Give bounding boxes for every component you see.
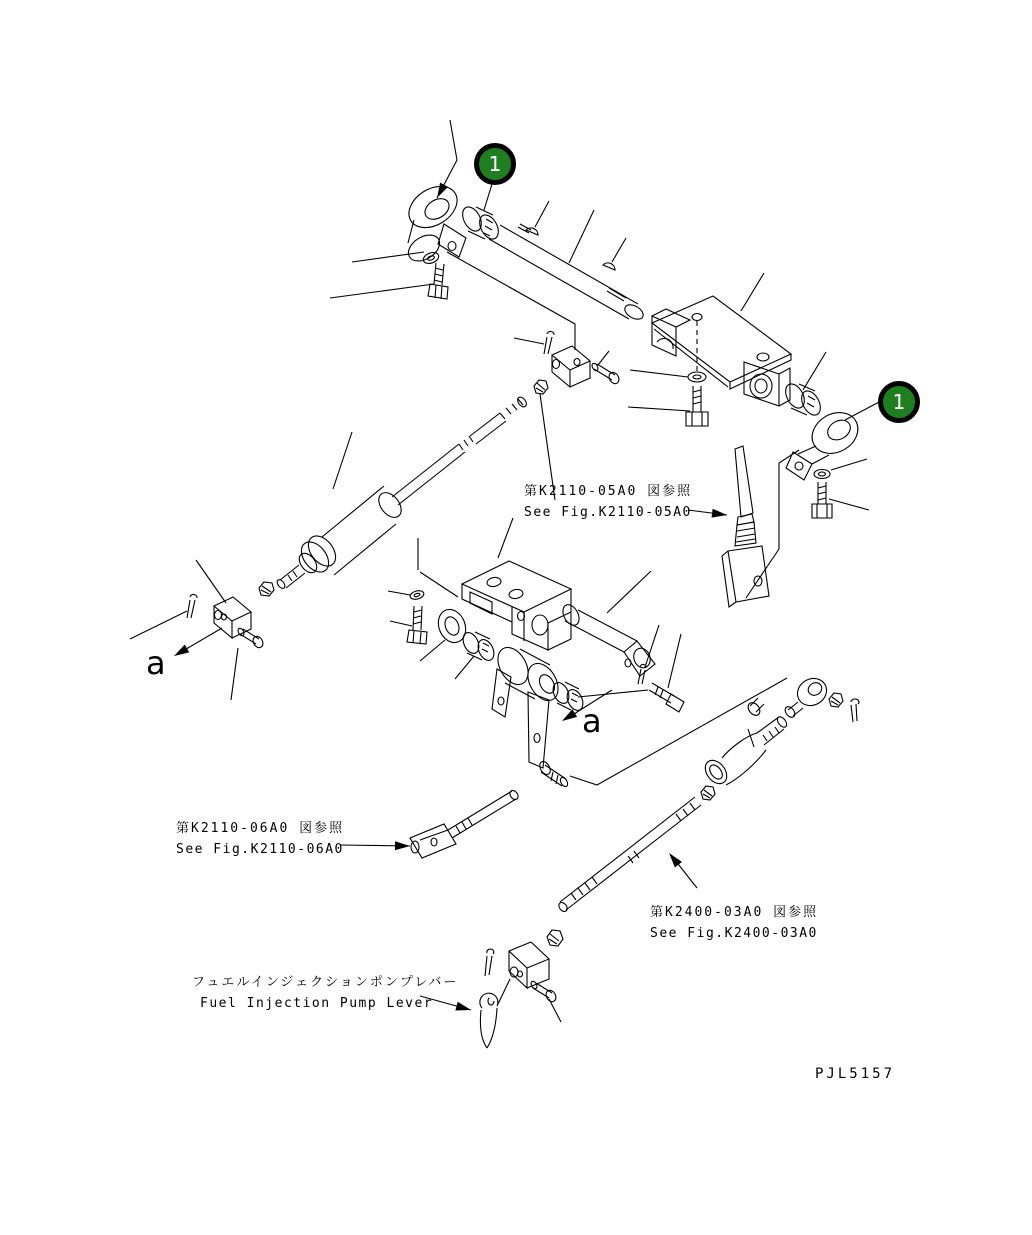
ref-label-en: See Fig.K2400-03A0 xyxy=(650,926,818,941)
clevis-pin-bottom xyxy=(530,980,558,1003)
clevis-pin-top xyxy=(591,362,621,385)
joint-block-left xyxy=(214,597,251,638)
governor-lever-05a0 xyxy=(722,446,769,607)
washer-center-left xyxy=(409,589,425,600)
fuel-pump-lever-label-en: Fuel Injection Pump Lever xyxy=(200,996,434,1011)
cotter-pin-top xyxy=(544,331,554,354)
view-arrow-label-a-left: a xyxy=(146,644,166,682)
nut-bottom xyxy=(547,930,563,946)
callout-balloon-1[interactable]: 1 xyxy=(474,143,516,185)
mounting-bracket-plate xyxy=(652,296,791,426)
ref-label-en: See Fig.K2110-05A0 xyxy=(524,505,692,520)
leader-lines xyxy=(130,120,881,1022)
arrowhead xyxy=(433,183,448,200)
ref-label-k2400-03a0 xyxy=(650,902,818,944)
nut-rod-lower xyxy=(701,786,715,800)
bushing-3 xyxy=(460,630,497,663)
fuel-pump-lever-hook xyxy=(480,993,498,1048)
bolt-4 xyxy=(649,683,684,712)
clevis-pin-left xyxy=(237,627,265,649)
arrowhead xyxy=(712,509,728,520)
bushing-1 xyxy=(459,204,502,242)
arrowhead xyxy=(560,709,577,725)
view-arrow-label-a-right: a xyxy=(582,702,602,740)
woodruff-key-1 xyxy=(526,228,538,235)
fuel-pump-lever-label xyxy=(192,972,458,1014)
cotter-pin-left xyxy=(187,594,197,618)
drawing-code: PJL5157 xyxy=(815,1066,896,1082)
joint-block-bottom xyxy=(509,942,549,988)
ref-label-k2110-05a0 xyxy=(524,481,692,523)
washer-large xyxy=(434,605,471,646)
pivot-lever-arm xyxy=(492,642,569,788)
ref-label-en: See Fig.K2110-06A0 xyxy=(176,842,344,857)
throttle-cross-shaft xyxy=(489,224,646,322)
cotter-pin-bottom xyxy=(485,949,494,976)
callout-balloon-2[interactable]: 1 xyxy=(878,381,920,423)
ref-label-jp: 第K2400-03A0 図参照 xyxy=(650,905,819,920)
rod-end-clamp-right xyxy=(786,405,865,518)
clevis-rod-06a0 xyxy=(410,789,520,858)
ref-label-k2110-06a0 xyxy=(176,818,344,860)
ball-joint-end xyxy=(746,673,832,719)
nut-ball-joint xyxy=(829,693,843,707)
ref-label-jp: 第K2110-06A0 図参照 xyxy=(176,821,345,836)
arrowhead xyxy=(395,841,410,850)
rod-end-clamp-upper xyxy=(401,178,466,299)
woodruff-key-2 xyxy=(603,263,615,270)
bushing-2 xyxy=(782,381,824,418)
ref-label-jp: 第K2110-05A0 図参照 xyxy=(524,484,693,499)
control-rod-2400 xyxy=(557,797,701,913)
turnbuckle-rod-upper xyxy=(276,396,529,590)
cotter-pin-right xyxy=(851,699,859,722)
joint-block-top xyxy=(552,346,590,387)
turnbuckle-lower xyxy=(701,715,789,788)
arrowhead xyxy=(172,645,189,660)
nut-left xyxy=(259,582,274,596)
center-bracket xyxy=(462,561,571,650)
fuel-pump-lever-label-jp: フュエルインジェクションポンプレバー xyxy=(192,975,459,990)
nut-center-top xyxy=(534,380,548,394)
